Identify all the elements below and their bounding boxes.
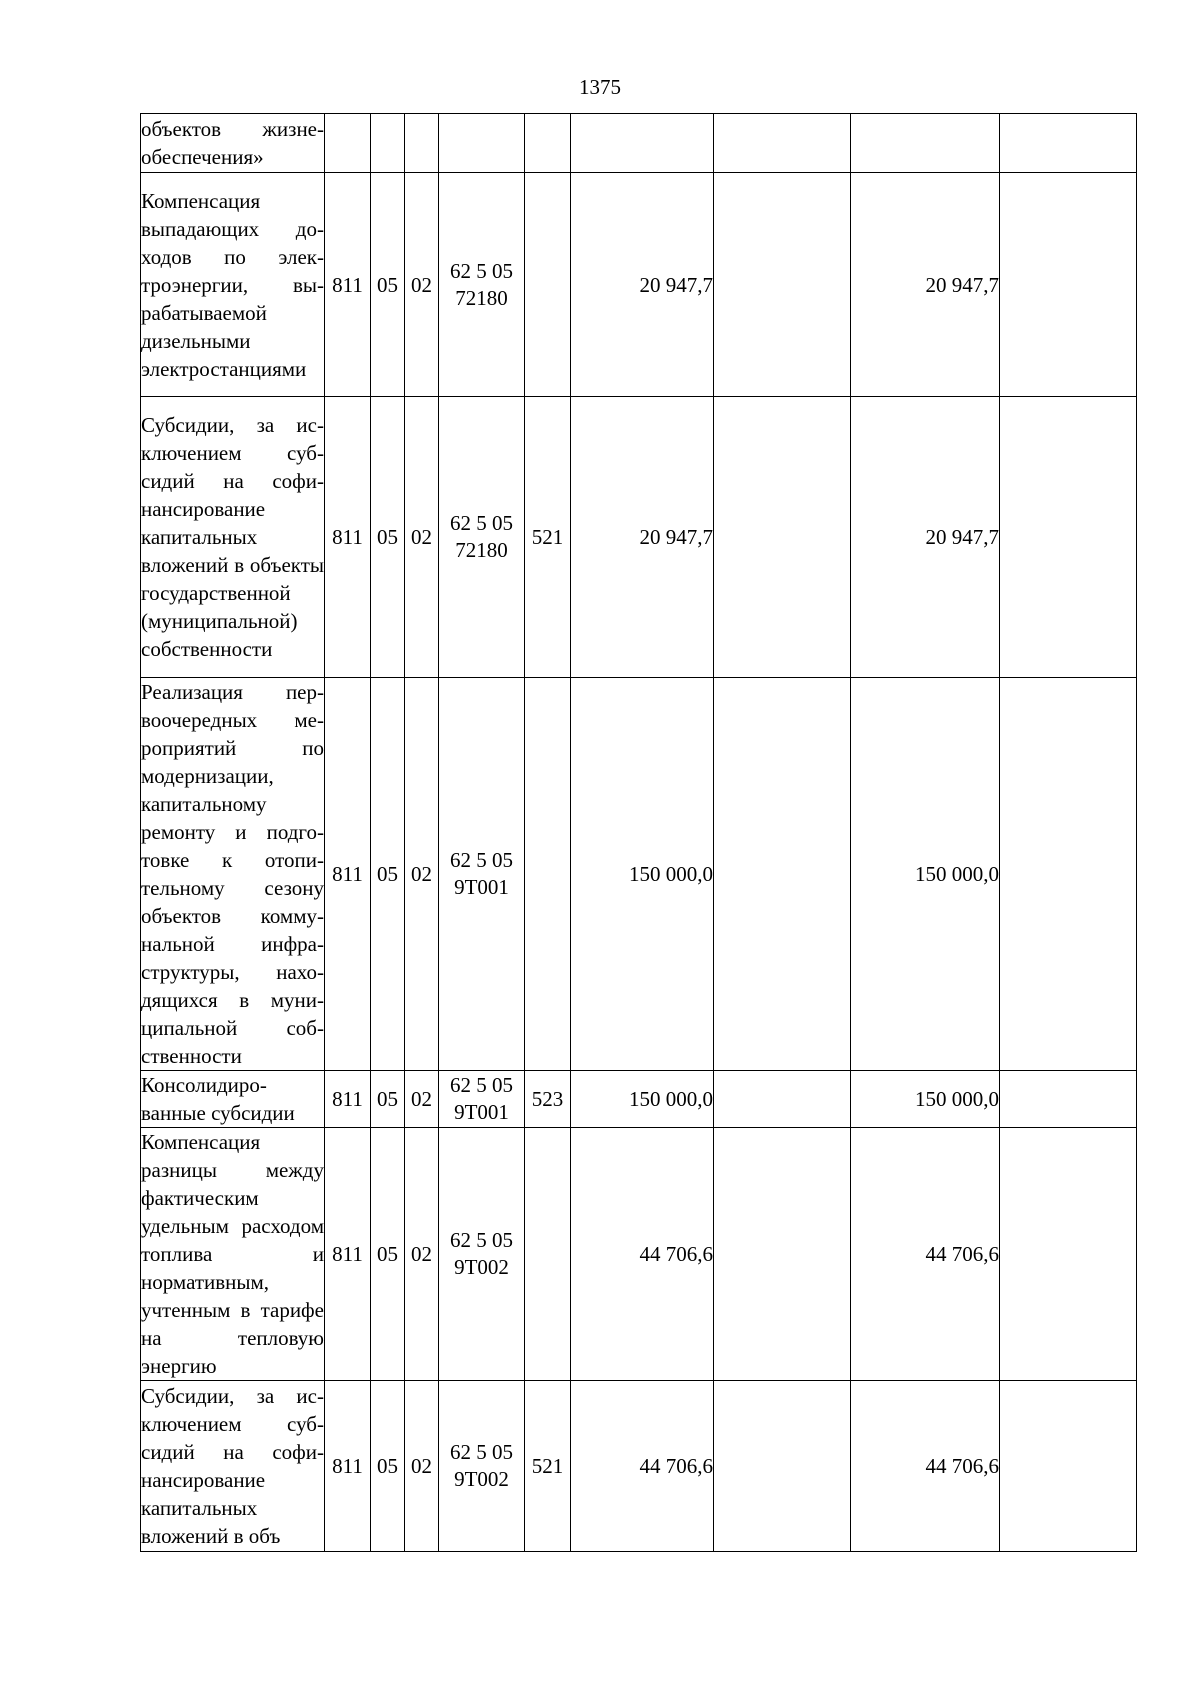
sum4-cell — [1000, 1381, 1137, 1552]
gr-cell: 811 — [325, 397, 371, 678]
vr-cell — [525, 1128, 571, 1381]
sum2-cell — [714, 397, 851, 678]
page-number: 1375 — [579, 75, 621, 99]
gr-cell: 811 — [325, 1128, 371, 1381]
csr-cell: 62 5 05 72180 — [439, 397, 525, 678]
vr-cell — [525, 173, 571, 397]
row-name: Субсидии, за исключением субсидий на софинансирование капитальных вложений в объ — [141, 1384, 324, 1548]
row-name: Компенсация разницы между фактическим удельным расходом топлива и нормативным, учтенным в тарифе на тепловую энергию — [141, 1130, 324, 1378]
table-row — [141, 678, 1137, 1071]
csr-cell: 62 5 05 72180 — [439, 173, 525, 397]
sum1-cell: 44 706,6 — [571, 1128, 714, 1381]
rz-cell: 05 — [371, 397, 405, 678]
csr-cell: 62 5 05 9Т001 — [439, 1071, 525, 1128]
csr-cell: 62 5 05 9Т002 — [439, 1128, 525, 1381]
table-row — [141, 1128, 1137, 1381]
gr-cell: 811 — [325, 1071, 371, 1128]
table-row — [141, 1071, 1137, 1128]
rz-cell: 05 — [371, 678, 405, 1071]
sum2-cell — [714, 678, 851, 1071]
sum1-cell: 150 000,0 — [571, 1071, 714, 1128]
vr-cell — [525, 678, 571, 1071]
sum1-cell: 20 947,7 — [571, 173, 714, 397]
sum3-cell: 44 706,6 — [851, 1381, 1000, 1552]
row-name: Компенсация выпадающих доходов по электроэнергии, вырабатываемой дизельными электростанциями — [141, 188, 324, 381]
sum2-cell — [714, 1071, 851, 1128]
sum1-cell: 44 706,6 — [571, 1381, 714, 1552]
sum4-cell — [1000, 397, 1137, 678]
sum1-cell: 20 947,7 — [571, 397, 714, 678]
sum2-cell — [714, 1381, 851, 1552]
pr-cell: 02 — [405, 397, 439, 678]
vr-cell: 523 — [525, 1071, 571, 1128]
pr-cell: 02 — [405, 1381, 439, 1552]
gr-cell: 811 — [325, 678, 371, 1071]
sum1-cell — [571, 114, 714, 173]
pr-cell: 02 — [405, 1071, 439, 1128]
row-name: Консолидированные субсидии — [141, 1073, 295, 1125]
rz-cell: 05 — [371, 1071, 405, 1128]
sum2-cell — [714, 1128, 851, 1381]
sum3-cell: 150 000,0 — [851, 678, 1000, 1071]
pr-cell: 02 — [405, 1128, 439, 1381]
row-name: Реализация первоочередных мероприятий по модернизации, капитальному ремонту и подготовке к отопительному сезону объектов коммунальной инфраструктуры, находящихся в муниципальной собственности — [141, 680, 324, 1068]
sum2-cell — [714, 114, 851, 173]
sum2-cell — [714, 173, 851, 397]
gr-cell: 811 — [325, 173, 371, 397]
rz-cell — [371, 114, 405, 173]
rz-cell: 05 — [371, 1381, 405, 1552]
table-row — [141, 397, 1137, 678]
table-row — [141, 173, 1137, 397]
pr-cell: 02 — [405, 173, 439, 397]
sum4-cell — [1000, 1071, 1137, 1128]
table-row — [141, 1381, 1137, 1552]
sum3-cell: 20 947,7 — [851, 173, 1000, 397]
sum3-cell: 150 000,0 — [851, 1071, 1000, 1128]
csr-cell — [439, 114, 525, 173]
sum4-cell — [1000, 1128, 1137, 1381]
vr-cell — [525, 114, 571, 173]
row-name: Субсидии, за исключением субсидий на софинансирование капитальных вложений в объекты государственной (муниципальной) собственности — [141, 413, 324, 661]
pr-cell: 02 — [405, 678, 439, 1071]
csr-cell: 62 5 05 9Т002 — [439, 1381, 525, 1552]
sum3-cell — [851, 114, 1000, 173]
sum3-cell: 20 947,7 — [851, 397, 1000, 678]
sum4-cell — [1000, 678, 1137, 1071]
table-row — [141, 114, 1137, 173]
sum4-cell — [1000, 173, 1137, 397]
pr-cell — [405, 114, 439, 173]
sum4-cell — [1000, 114, 1137, 173]
gr-cell: 811 — [325, 1381, 371, 1552]
csr-cell: 62 5 05 9Т001 — [439, 678, 525, 1071]
vr-cell: 521 — [525, 397, 571, 678]
budget-table — [140, 113, 1137, 1552]
row-name: объектов жизнеобеспечения» — [141, 117, 324, 169]
sum1-cell: 150 000,0 — [571, 678, 714, 1071]
gr-cell — [325, 114, 371, 173]
rz-cell: 05 — [371, 1128, 405, 1381]
sum3-cell: 44 706,6 — [851, 1128, 1000, 1381]
vr-cell: 521 — [525, 1381, 571, 1552]
rz-cell: 05 — [371, 173, 405, 397]
